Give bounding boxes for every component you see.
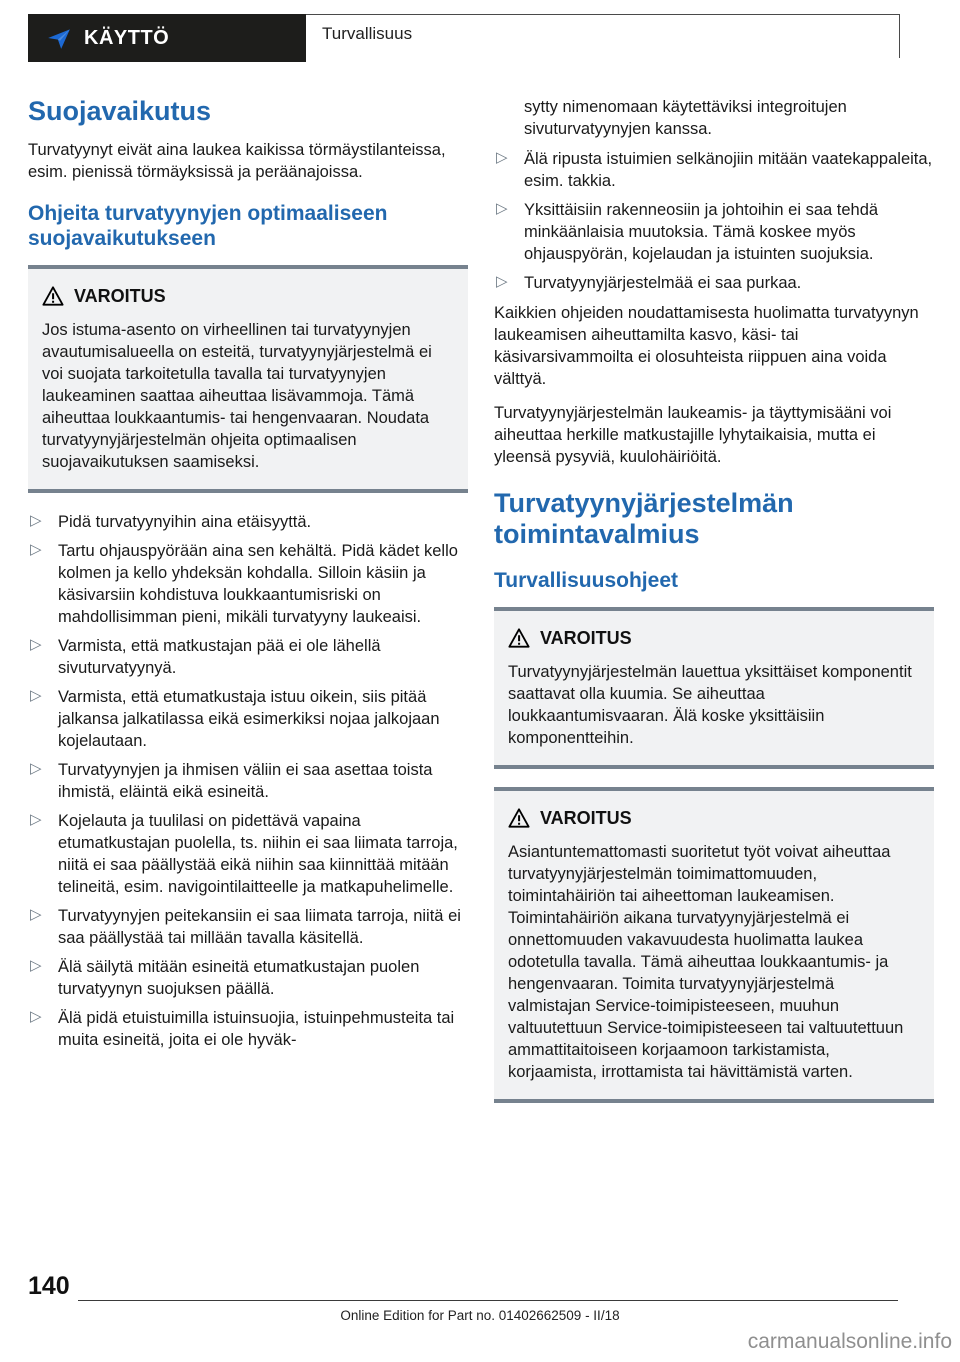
- section-header: [306, 14, 900, 58]
- bullet-item: [494, 199, 934, 265]
- triangle-bullet-icon: ▷: [496, 273, 508, 290]
- warning-title: VAROITUS: [540, 807, 632, 828]
- warning-triangle-icon: [508, 627, 530, 649]
- triangle-bullet-icon: ▷: [30, 636, 42, 654]
- bullet-text: Varmista, että etumatkustaja istuu oikein, siis pitää jalkansa jalkatilassa eikä esimerkiksi nojaa jalkojaan kojelautaan.: [58, 688, 440, 751]
- warning-text: Turvatyynyjärjestelmän lauettua yksittäiset komponentit saattavat olla kuumia. Se aiheuttaa loukkaantumisvaaran. Älä koske yksittäisiin komponentteihin.: [508, 663, 912, 748]
- bullet-text: Pidä turvatyynyihin aina etäisyyttä.: [58, 513, 312, 532]
- heading-toimintavalmius: Turvatyynyjärjestelmän toimintavalmius: [494, 488, 794, 550]
- heading-ohjeita: Ohjeita turvatyynyjen optimaaliseen suojavaikutukseen: [28, 202, 388, 251]
- right-column: [494, 96, 934, 1121]
- warning-title-row: [42, 285, 454, 307]
- footer-divider: [78, 1300, 898, 1301]
- bullet-text: Yksittäisiin rakenneosiin ja johtoihin ei saa tehdä minkäänlaisia muutoksia. Tämä koskee myös ohjauspyörän, kojelaudan ja istuinten suojuksia.: [524, 201, 879, 263]
- bullet-item: [494, 148, 934, 192]
- bullet-text: Turvatyynyjen ja ihmisen väliin ei saa asettaa toista ihmistä, eläintä eikä esineitä.: [58, 761, 433, 802]
- bullet-item: [28, 759, 468, 803]
- warning-text: Jos istuma-asento on virheellinen tai turvatyynyjen avautumisalueella on esteitä, turvatyynyjärjestelmä ei voi suojata tarkoitetulla tavalla tai turvatyynyjen laukeaminen saattaa aiheuttaa lisävammoja. Tämä aiheuttaa loukkaantumis- tai hengenvaaran. Noudata turvatyynyjärjestelmän ohjeita optimaalisen suojavaikutuksen saamiseksi.: [42, 321, 432, 472]
- triangle-bullet-icon: ▷: [30, 1008, 42, 1026]
- triangle-bullet-icon: ▷: [30, 687, 42, 705]
- bullet-item: [28, 1007, 468, 1051]
- warning-box-1: [28, 265, 468, 493]
- warning-text: Asiantuntemattomasti suoritetut työt voivat aiheuttaa turvatyynyjärjestelmän toimimattomuuden, toimintahäiriön tai aiheettoman laukeamisen. Toimintahäiriön aikana turvatyynyjärjestelmä ei onnettomuuden vakavuudesta huolimatta laukea odotetulla tavalla. Tämä aiheuttaa loukkaantumis- ja hengenvaaran. Toimita turvatyynyjärjestelmä valmistajan Service-toimipisteeseen, muuhun valtuutettuun Service-toimipisteeseen tai valtuutettuun ammattitaitoiseen korjaamoon tarkistamista, korjaamista, irrottamista tai hävittämistä varten.: [508, 843, 904, 1082]
- heading-suojavaikutus: Suojavaikutus: [28, 96, 212, 126]
- warning-title: VAROITUS: [540, 627, 632, 648]
- warning-box-2: [494, 607, 934, 769]
- triangle-bullet-icon: ▷: [30, 541, 42, 559]
- section-label: Turvallisuus: [322, 24, 413, 43]
- bullet-text: Älä pidä etuistuimilla istuinsuojia, istuinpehmusteita tai muita esineitä, joita ei ole hyväk-: [58, 1009, 455, 1050]
- heading-turvallisuusohjeet: Turvallisuusohjeet: [494, 569, 678, 593]
- warning-title-row: [508, 627, 920, 649]
- warning-box-3: [494, 787, 934, 1103]
- paragraph: Kaikkien ohjeiden noudattamisesta huolimatta turvatyynyn laukeamisen aiheuttamilta kasvo, käsi- tai käsivarsivammoilta ei olosuhteista riippuen aina voida välttyä.: [494, 304, 919, 388]
- bullet-item: [28, 810, 468, 898]
- warning-title-row: [508, 807, 920, 829]
- edition-note: Online Edition for Part no. 01402662509 - II/18: [340, 1308, 620, 1323]
- content-area: [28, 96, 934, 1121]
- triangle-bullet-icon: ▷: [30, 760, 42, 778]
- triangle-bullet-icon: ▷: [496, 149, 508, 166]
- continued-paragraph: sytty nimenomaan käytettäviksi integroitujen sivuturvatyynyjen kanssa.: [524, 98, 847, 138]
- triangle-bullet-icon: ▷: [30, 811, 42, 829]
- right-bullet-list: [494, 148, 934, 294]
- paragraph: Turvatyynyjärjestelmän laukeamis- ja täyttymisääni voi aiheuttaa herkille matkustajille lyhytaikaisia, mutta ei yleensä pysyviä, kuulohäiriöitä.: [494, 404, 892, 466]
- bullet-item: [28, 905, 468, 949]
- warning-triangle-icon: [508, 807, 530, 829]
- bullet-text: Varmista, että matkustajan pää ei ole lähellä sivuturvatyynyä.: [58, 637, 381, 678]
- bullet-text: Turvatyynyjen peitekansiin ei saa liimata tarroja, niitä ei saa päällystää tai millään tavalla käsitellä.: [58, 907, 461, 948]
- warning-title: VAROITUS: [74, 285, 166, 306]
- left-column: [28, 96, 468, 1121]
- chapter-tab: [28, 14, 306, 62]
- bullet-text: Kojelauta ja tuulilasi on pidettävä vapaina etumatkustajan puolella, ts. niihin ei saa liimata tarroja, niitä ei saa päällystää eikä niihin saa kiinnittää mitään telineitä, esim. navigointilaitteelle ja matkapuhelimelle.: [58, 812, 458, 897]
- intro-paragraph: Turvatyynyt eivät aina laukea kaikissa törmäystilanteissa, esim. pienissä törmäyksissä ja peräänajoissa.: [28, 141, 446, 182]
- bullet-item: [28, 635, 468, 679]
- page-header: [28, 14, 900, 62]
- triangle-bullet-icon: ▷: [30, 512, 42, 530]
- triangle-bullet-icon: ▷: [496, 200, 508, 217]
- triangle-bullet-icon: ▷: [30, 957, 42, 975]
- bullet-item: [28, 540, 468, 628]
- bullet-item: [494, 272, 934, 294]
- triangle-bullet-icon: ▷: [30, 906, 42, 924]
- bullet-text: Älä säilytä mitään esineitä etumatkustajan puolen turvatyynyn suojuksen päällä.: [58, 958, 420, 999]
- bullet-item: [28, 511, 468, 533]
- left-bullet-list: [28, 511, 468, 1051]
- bullet-text: Tartu ohjauspyörään aina sen kehältä. Pidä kädet kello kolmen ja kello yhdeksän kohdalla. Silloin käsiin ja käsivarsiin kohdistuva loukkaantumisriski on mahdollisimman pieni, mikäli turvatyyny laukeaisi.: [58, 542, 458, 627]
- watermark-link[interactable]: carmanualsonline.info: [747, 1330, 952, 1353]
- bullet-text: Turvatyynyjärjestelmää ei saa purkaa.: [524, 274, 802, 292]
- chapter-label: KÄYTTÖ: [84, 26, 170, 49]
- bullet-item: [28, 686, 468, 752]
- bmw-chapter-icon: [46, 25, 72, 51]
- bullet-item: [28, 956, 468, 1000]
- warning-triangle-icon: [42, 285, 64, 307]
- bullet-text: Älä ripusta istuimien selkänojiin mitään vaatekappaleita, esim. takkia.: [524, 150, 933, 190]
- page-number: 140: [28, 1272, 70, 1300]
